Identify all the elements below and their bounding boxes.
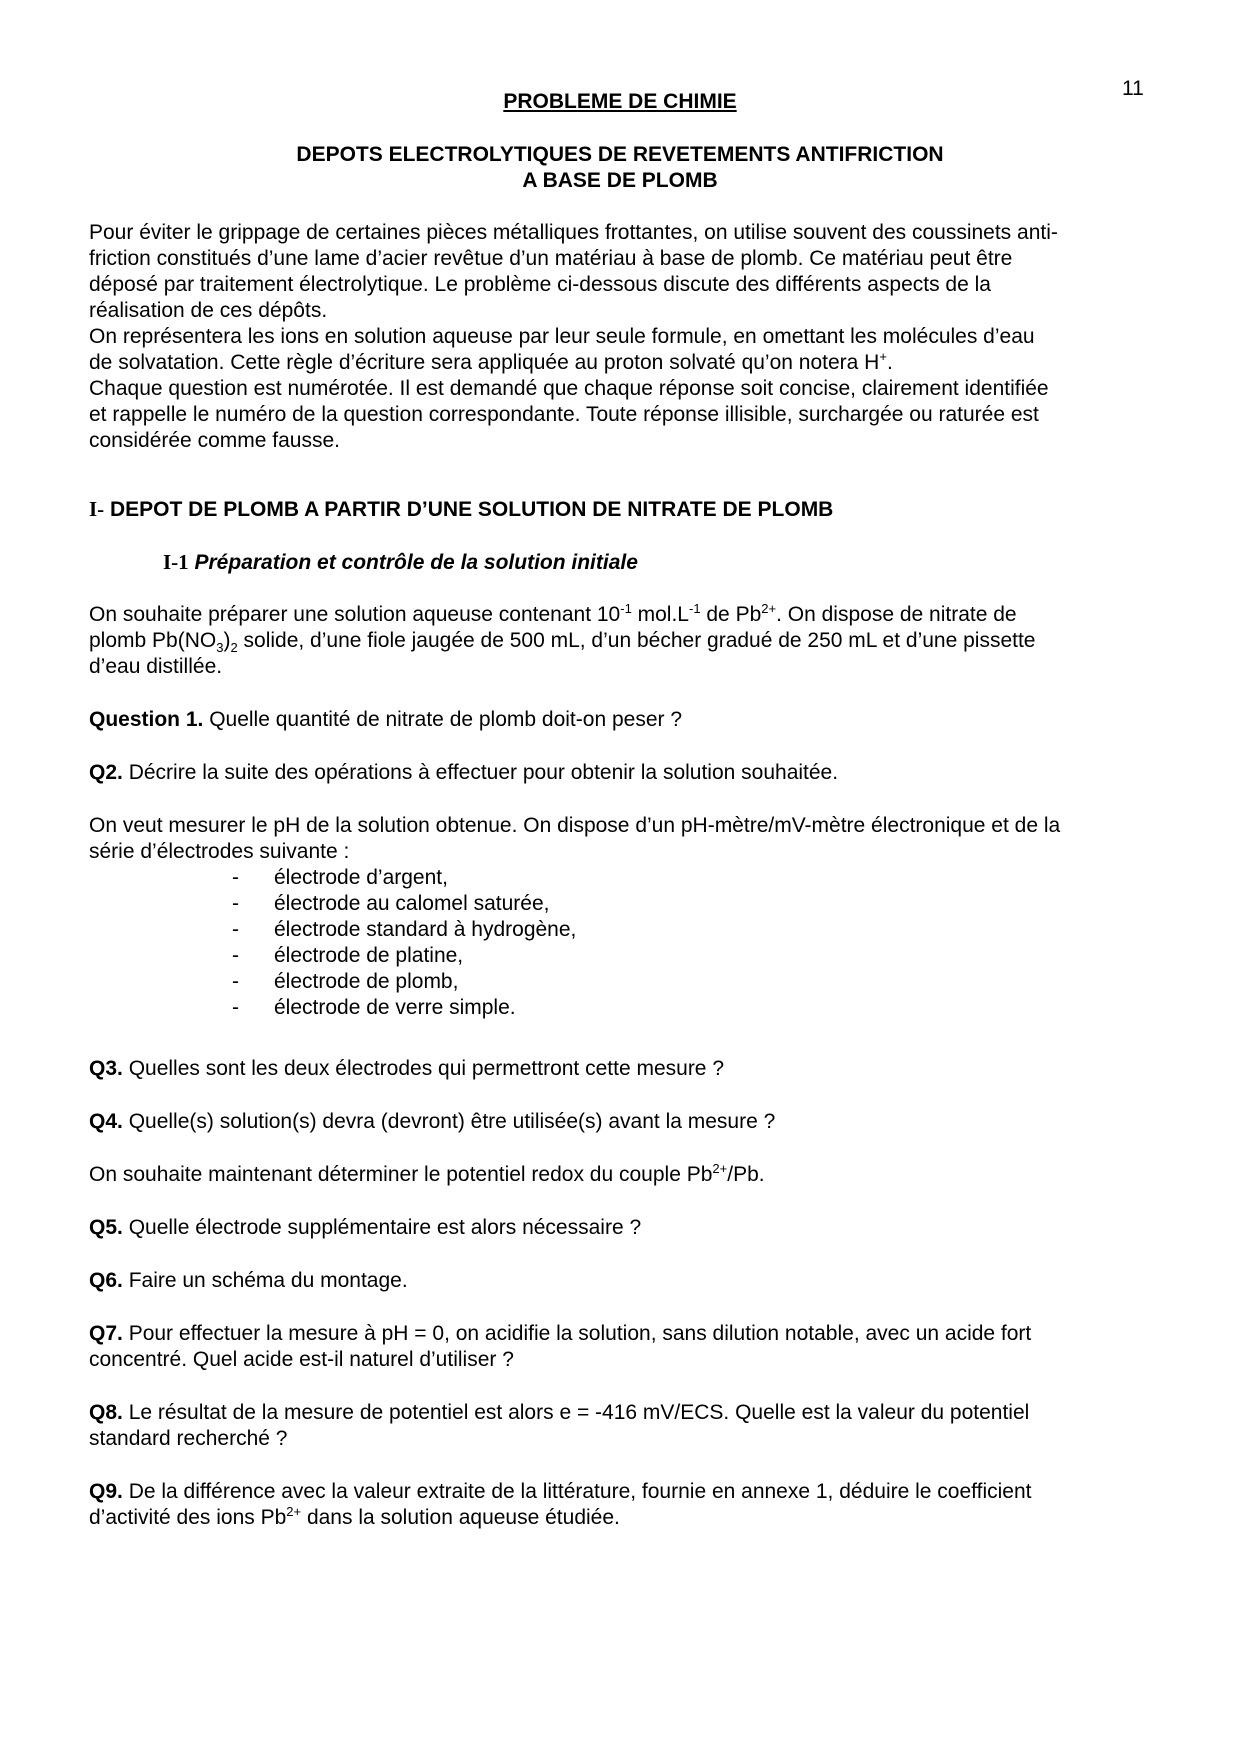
prep-line	[89, 602, 1159, 628]
question-line	[89, 1479, 1159, 1505]
intro-text: .	[886, 351, 893, 374]
document-title: PROBLEME DE CHIMIE	[503, 90, 737, 113]
prep-line	[89, 628, 1159, 654]
intro-line: déposé par traitement électrolytique. Le problème ci-dessous discute des différents aspects de la	[89, 273, 991, 296]
intro-line: considérée comme fausse.	[89, 429, 340, 452]
prep-text: On souhaite préparer une solution aqueuse contenant 10	[89, 603, 621, 626]
intro-line: Chaque question est numérotée. Il est demandé que chaque réponse soit concise, clairement identifiée	[89, 377, 1049, 400]
document-subtitle-line1: DEPOTS ELECTROLYTIQUES DE REVETEMENTS ANTIFRICTION	[296, 143, 944, 166]
question-7	[89, 1321, 1159, 1373]
question-text: De la différence avec la valeur extraite de la littérature, fournie en annexe 1, déduire le coefficient	[122, 1480, 1032, 1503]
question-text: Décrire la suite des opérations à effectuer pour obtenir la solution souhaitée.	[122, 761, 839, 784]
question-text: Quelles sont les deux électrodes qui permettront cette mesure ?	[122, 1057, 725, 1080]
intro-line: friction constitués d’une lame d’acier revêtue d’un matériau à base de plomb. Ce matériau peut être	[89, 247, 1013, 270]
question-text: Quelle(s) solution(s) devra (devront) être utilisée(s) avant la mesure ?	[122, 1110, 776, 1133]
list-item-label: électrode de plomb,	[274, 970, 459, 993]
question-text: dans la solution aqueuse étudiée.	[301, 1506, 620, 1529]
list-item-label: électrode d’argent,	[274, 866, 448, 889]
list-item-label: électrode au calomel saturée,	[274, 892, 550, 915]
section-number: I-	[89, 497, 105, 521]
question-label: Q3.	[89, 1057, 123, 1080]
question-label: Q9.	[89, 1480, 123, 1503]
question-line: concentré. Quel acide est-il naturel d’utiliser ?	[89, 1348, 514, 1371]
question-1	[89, 707, 1159, 733]
list-item	[232, 969, 576, 995]
subsection-heading	[163, 549, 1233, 576]
list-item-label: électrode de platine,	[274, 944, 464, 967]
subscript: 2	[230, 640, 238, 656]
intro-paragraphs	[89, 220, 1159, 454]
page-number: 11	[1122, 77, 1144, 100]
list-item	[232, 943, 576, 969]
list-item-label: électrode de verre simple.	[274, 996, 516, 1019]
list-item	[232, 917, 576, 943]
preparation-paragraph	[89, 602, 1159, 680]
redox-paragraph	[89, 1162, 1159, 1188]
question-text: Quelle quantité de nitrate de plomb doit-on peser ?	[203, 708, 683, 731]
question-text: d’activité des ions Pb	[89, 1506, 287, 1529]
ph-line: On veut mesurer le pH de la solution obtenue. On dispose d’un pH-mètre/mV-mètre électronique et de la	[89, 814, 1061, 837]
list-dash: -	[232, 944, 239, 967]
question-5	[89, 1215, 1159, 1241]
redox-text: /Pb.	[727, 1163, 765, 1186]
list-item	[232, 865, 576, 891]
question-label: Q6.	[89, 1269, 123, 1292]
list-dash: -	[232, 996, 239, 1019]
superscript: 2+	[712, 1161, 728, 1176]
list-dash: -	[232, 970, 239, 993]
intro-line	[89, 350, 1159, 376]
question-text: Faire un schéma du montage.	[122, 1269, 408, 1292]
question-text: Quelle électrode supplémentaire est alors nécessaire ?	[122, 1216, 642, 1239]
question-label: Question 1.	[89, 708, 204, 731]
question-text: Pour effectuer la mesure à pH = 0, on acidifie la solution, sans dilution notable, avec un acide fort	[122, 1322, 1032, 1345]
list-item	[232, 891, 576, 917]
subsection-title: Préparation et contrôle de la solution initiale	[188, 551, 638, 574]
question-line: standard recherché ?	[89, 1427, 288, 1450]
list-item-label: électrode standard à hydrogène,	[274, 918, 577, 941]
list-item	[232, 995, 576, 1021]
intro-line: On représentera les ions en solution aqueuse par leur seule formule, en omettant les molécules d’eau	[89, 325, 1035, 348]
list-dash: -	[232, 866, 239, 889]
intro-text: de solvatation. Cette règle d’écriture sera appliquée au proton solvaté qu’on notera H	[89, 351, 880, 374]
list-dash: -	[232, 918, 239, 941]
question-line	[89, 1505, 1159, 1531]
question-9	[89, 1479, 1159, 1531]
superscript: 2+	[761, 601, 777, 616]
question-3	[89, 1056, 1159, 1082]
prep-text: plomb Pb(NO	[89, 629, 217, 652]
superscript: 2+	[286, 1504, 302, 1519]
prep-text: solide, d’une fiole jaugée de 500 mL, d’un bécher gradué de 250 mL et d’une pissette	[237, 629, 1036, 652]
superscript: +	[879, 349, 887, 364]
ph-line: série d’électrodes suivante :	[89, 840, 350, 863]
intro-line: réalisation de ces dépôts.	[89, 299, 328, 322]
question-line	[89, 1400, 1159, 1426]
prep-text: mol.L	[631, 603, 689, 626]
prep-text: )	[223, 629, 231, 652]
question-label: Q7.	[89, 1322, 123, 1345]
superscript: -1	[688, 601, 701, 616]
question-label: Q4.	[89, 1110, 123, 1133]
prep-text: de Pb	[700, 603, 762, 626]
intro-line: Pour éviter le grippage de certaines pièces métalliques frottantes, on utilise souvent des coussinets anti-	[89, 221, 1058, 244]
section-title: DEPOT DE PLOMB A PARTIR D’UNE SOLUTION DE NITRATE DE PLOMB	[104, 498, 834, 521]
list-dash: -	[232, 892, 239, 915]
document-subtitle-line2: A BASE DE PLOMB	[522, 169, 718, 192]
question-label: Q2.	[89, 761, 123, 784]
intro-line: et rappelle le numéro de la question correspondante. Toute réponse illisible, surchargée ou raturée est	[89, 403, 1039, 426]
question-text: Le résultat de la mesure de potentiel est alors e = -416 mV/ECS. Quelle est la valeur du potentiel	[122, 1401, 1030, 1424]
question-line	[89, 1321, 1159, 1347]
question-label: Q8.	[89, 1401, 123, 1424]
question-4	[89, 1109, 1159, 1135]
superscript: -1	[620, 601, 632, 616]
ph-intro-paragraph	[89, 813, 1159, 865]
electrode-list	[232, 865, 576, 1021]
subscript: 3	[216, 640, 224, 656]
question-label: Q5.	[89, 1216, 123, 1239]
question-2	[89, 760, 1159, 786]
prep-text: . On dispose de nitrate de	[776, 603, 1017, 626]
question-8	[89, 1400, 1159, 1452]
subsection-number: I-1	[163, 550, 189, 574]
redox-text: On souhaite maintenant déterminer le potentiel redox du couple Pb	[89, 1163, 713, 1186]
question-6	[89, 1268, 1159, 1294]
prep-line: d’eau distillée.	[89, 655, 223, 678]
section-heading	[89, 496, 1159, 523]
